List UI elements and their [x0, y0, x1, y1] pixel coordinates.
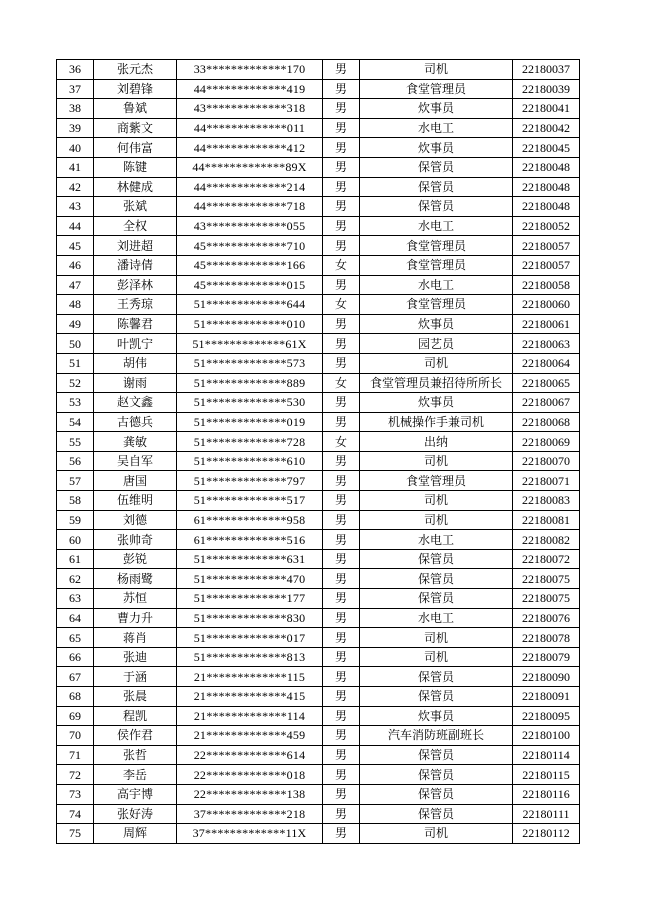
exam-number-cell: 22180061: [513, 314, 580, 334]
id-number-cell: 45*************015: [177, 275, 323, 295]
position-cell: 保管员: [360, 589, 513, 609]
exam-number-cell: 22180065: [513, 373, 580, 393]
id-number-cell: 51*************813: [177, 647, 323, 667]
table-row: [57, 216, 580, 236]
gender-cell: 男: [323, 197, 360, 217]
row-number: 49: [57, 314, 94, 334]
id-number-cell: 51*************889: [177, 373, 323, 393]
exam-number-cell: 22180042: [513, 118, 580, 138]
gender-cell: 男: [323, 745, 360, 765]
id-number-cell: 44*************412: [177, 138, 323, 158]
id-number-cell: 45*************166: [177, 255, 323, 275]
table-row: [57, 177, 580, 197]
gender-cell: 男: [323, 589, 360, 609]
name-cell: 张哲: [94, 745, 177, 765]
position-cell: 食堂管理员: [360, 236, 513, 256]
name-cell: 潘诗倩: [94, 255, 177, 275]
exam-number-cell: 22180091: [513, 687, 580, 707]
position-cell: 炊事员: [360, 99, 513, 119]
gender-cell: 男: [323, 608, 360, 628]
gender-cell: 男: [323, 706, 360, 726]
exam-number-cell: 22180037: [513, 60, 580, 80]
table-row: [57, 549, 580, 569]
id-number-cell: 51*************610: [177, 451, 323, 471]
gender-cell: 男: [323, 177, 360, 197]
position-cell: 保管员: [360, 784, 513, 804]
id-number-cell: 51*************019: [177, 412, 323, 432]
row-number: 69: [57, 706, 94, 726]
position-cell: 保管员: [360, 765, 513, 785]
exam-number-cell: 22180064: [513, 353, 580, 373]
name-cell: 何伟富: [94, 138, 177, 158]
id-number-cell: 51*************728: [177, 432, 323, 452]
id-number-cell: 37*************218: [177, 804, 323, 824]
name-cell: 吴自军: [94, 451, 177, 471]
position-cell: 司机: [360, 628, 513, 648]
position-cell: 食堂管理员兼招待所所长: [360, 373, 513, 393]
table-row: [57, 589, 580, 609]
id-number-cell: 22*************614: [177, 745, 323, 765]
gender-cell: 男: [323, 138, 360, 158]
row-number: 63: [57, 589, 94, 609]
name-cell: 张元杰: [94, 60, 177, 80]
name-cell: 周辉: [94, 824, 177, 844]
position-cell: 炊事员: [360, 706, 513, 726]
name-cell: 程凯: [94, 706, 177, 726]
id-number-cell: 61*************516: [177, 530, 323, 550]
table-row: [57, 197, 580, 217]
roster-body: [57, 60, 580, 844]
name-cell: 王秀琼: [94, 295, 177, 315]
position-cell: 保管员: [360, 569, 513, 589]
table-row: [57, 471, 580, 491]
table-row: [57, 687, 580, 707]
table-row: [57, 608, 580, 628]
id-number-cell: 51*************517: [177, 491, 323, 511]
exam-number-cell: 22180095: [513, 706, 580, 726]
position-cell: 保管员: [360, 745, 513, 765]
exam-number-cell: 22180045: [513, 138, 580, 158]
position-cell: 保管员: [360, 667, 513, 687]
position-cell: 食堂管理员: [360, 79, 513, 99]
exam-number-cell: 22180058: [513, 275, 580, 295]
position-cell: 炊事员: [360, 314, 513, 334]
name-cell: 全权: [94, 216, 177, 236]
table-row: [57, 236, 580, 256]
id-number-cell: 44*************214: [177, 177, 323, 197]
name-cell: 陈馨君: [94, 314, 177, 334]
table-row: [57, 99, 580, 119]
id-number-cell: 22*************018: [177, 765, 323, 785]
row-number: 59: [57, 510, 94, 530]
exam-number-cell: 22180068: [513, 412, 580, 432]
table-row: [57, 784, 580, 804]
id-number-cell: 21*************459: [177, 726, 323, 746]
position-cell: 司机: [360, 824, 513, 844]
row-number: 65: [57, 628, 94, 648]
name-cell: 鲁斌: [94, 99, 177, 119]
table-row: [57, 647, 580, 667]
exam-number-cell: 22180090: [513, 667, 580, 687]
name-cell: 曹力升: [94, 608, 177, 628]
exam-number-cell: 22180070: [513, 451, 580, 471]
id-number-cell: 51*************470: [177, 569, 323, 589]
id-number-cell: 51*************177: [177, 589, 323, 609]
name-cell: 伍维明: [94, 491, 177, 511]
table-row: [57, 667, 580, 687]
table-row: [57, 628, 580, 648]
exam-number-cell: 22180082: [513, 530, 580, 550]
table-row: [57, 804, 580, 824]
position-cell: 司机: [360, 491, 513, 511]
position-cell: 保管员: [360, 804, 513, 824]
gender-cell: 男: [323, 393, 360, 413]
row-number: 64: [57, 608, 94, 628]
id-number-cell: 22*************138: [177, 784, 323, 804]
gender-cell: 男: [323, 60, 360, 80]
exam-number-cell: 22180116: [513, 784, 580, 804]
position-cell: 保管员: [360, 177, 513, 197]
id-number-cell: 51*************010: [177, 314, 323, 334]
name-cell: 蒋肖: [94, 628, 177, 648]
id-number-cell: 51*************644: [177, 295, 323, 315]
position-cell: 保管员: [360, 197, 513, 217]
name-cell: 陈键: [94, 157, 177, 177]
id-number-cell: 44*************419: [177, 79, 323, 99]
gender-cell: 男: [323, 647, 360, 667]
row-number: 48: [57, 295, 94, 315]
table-row: [57, 353, 580, 373]
name-cell: 张斌: [94, 197, 177, 217]
name-cell: 刘德: [94, 510, 177, 530]
id-number-cell: 51*************830: [177, 608, 323, 628]
position-cell: 水电工: [360, 118, 513, 138]
id-number-cell: 51*************017: [177, 628, 323, 648]
position-cell: 司机: [360, 60, 513, 80]
row-number: 50: [57, 334, 94, 354]
position-cell: 食堂管理员: [360, 255, 513, 275]
table-row: [57, 334, 580, 354]
id-number-cell: 21*************115: [177, 667, 323, 687]
gender-cell: 男: [323, 784, 360, 804]
name-cell: 唐国: [94, 471, 177, 491]
table-row: [57, 491, 580, 511]
gender-cell: 男: [323, 353, 360, 373]
exam-number-cell: 22180052: [513, 216, 580, 236]
exam-number-cell: 22180079: [513, 647, 580, 667]
gender-cell: 女: [323, 432, 360, 452]
name-cell: 古德兵: [94, 412, 177, 432]
table-row: [57, 530, 580, 550]
row-number: 68: [57, 687, 94, 707]
position-cell: 炊事员: [360, 138, 513, 158]
position-cell: 司机: [360, 510, 513, 530]
name-cell: 商紫文: [94, 118, 177, 138]
name-cell: 张晨: [94, 687, 177, 707]
exam-number-cell: 22180112: [513, 824, 580, 844]
exam-number-cell: 22180100: [513, 726, 580, 746]
id-number-cell: 44*************89X: [177, 157, 323, 177]
gender-cell: 男: [323, 726, 360, 746]
id-number-cell: 21*************114: [177, 706, 323, 726]
table-row: [57, 295, 580, 315]
id-number-cell: 51*************530: [177, 393, 323, 413]
id-number-cell: 44*************011: [177, 118, 323, 138]
name-cell: 谢雨: [94, 373, 177, 393]
row-number: 38: [57, 99, 94, 119]
exam-number-cell: 22180075: [513, 569, 580, 589]
id-number-cell: 61*************958: [177, 510, 323, 530]
name-cell: 胡伟: [94, 353, 177, 373]
row-number: 52: [57, 373, 94, 393]
exam-number-cell: 22180081: [513, 510, 580, 530]
position-cell: 保管员: [360, 157, 513, 177]
name-cell: 龚敏: [94, 432, 177, 452]
exam-number-cell: 22180078: [513, 628, 580, 648]
gender-cell: 男: [323, 765, 360, 785]
position-cell: 出纳: [360, 432, 513, 452]
exam-number-cell: 22180039: [513, 79, 580, 99]
exam-number-cell: 22180057: [513, 236, 580, 256]
row-number: 41: [57, 157, 94, 177]
exam-number-cell: 22180057: [513, 255, 580, 275]
row-number: 74: [57, 804, 94, 824]
name-cell: 刘碧锋: [94, 79, 177, 99]
exam-number-cell: 22180072: [513, 549, 580, 569]
row-number: 51: [57, 353, 94, 373]
table-row: [57, 157, 580, 177]
gender-cell: 男: [323, 334, 360, 354]
row-number: 71: [57, 745, 94, 765]
position-cell: 园艺员: [360, 334, 513, 354]
id-number-cell: 21*************415: [177, 687, 323, 707]
row-number: 67: [57, 667, 94, 687]
id-number-cell: 43*************055: [177, 216, 323, 236]
id-number-cell: 51*************631: [177, 549, 323, 569]
table-row: [57, 314, 580, 334]
position-cell: 食堂管理员: [360, 295, 513, 315]
table-row: [57, 824, 580, 844]
row-number: 75: [57, 824, 94, 844]
exam-number-cell: 22180069: [513, 432, 580, 452]
gender-cell: 男: [323, 275, 360, 295]
gender-cell: 女: [323, 255, 360, 275]
position-cell: 机械操作手兼司机: [360, 412, 513, 432]
gender-cell: 男: [323, 549, 360, 569]
gender-cell: 男: [323, 687, 360, 707]
position-cell: 保管员: [360, 549, 513, 569]
row-number: 42: [57, 177, 94, 197]
gender-cell: 男: [323, 667, 360, 687]
id-number-cell: 37*************11X: [177, 824, 323, 844]
table-row: [57, 510, 580, 530]
gender-cell: 男: [323, 804, 360, 824]
gender-cell: 男: [323, 412, 360, 432]
name-cell: 高宇博: [94, 784, 177, 804]
gender-cell: 男: [323, 471, 360, 491]
row-number: 61: [57, 549, 94, 569]
gender-cell: 男: [323, 118, 360, 138]
gender-cell: 男: [323, 216, 360, 236]
name-cell: 于涵: [94, 667, 177, 687]
table-row: [57, 60, 580, 80]
exam-number-cell: 22180048: [513, 177, 580, 197]
exam-number-cell: 22180114: [513, 745, 580, 765]
name-cell: 叶凯宁: [94, 334, 177, 354]
name-cell: 彭泽林: [94, 275, 177, 295]
row-number: 56: [57, 451, 94, 471]
exam-number-cell: 22180063: [513, 334, 580, 354]
gender-cell: 男: [323, 824, 360, 844]
position-cell: 保管员: [360, 687, 513, 707]
id-number-cell: 51*************61X: [177, 334, 323, 354]
name-cell: 刘进超: [94, 236, 177, 256]
table-row: [57, 118, 580, 138]
row-number: 39: [57, 118, 94, 138]
table-row: [57, 726, 580, 746]
position-cell: 水电工: [360, 608, 513, 628]
position-cell: 水电工: [360, 530, 513, 550]
exam-number-cell: 22180083: [513, 491, 580, 511]
gender-cell: 男: [323, 236, 360, 256]
position-cell: 司机: [360, 451, 513, 471]
row-number: 70: [57, 726, 94, 746]
row-number: 73: [57, 784, 94, 804]
table-row: [57, 138, 580, 158]
table-row: [57, 765, 580, 785]
name-cell: 杨雨鹭: [94, 569, 177, 589]
id-number-cell: 45*************710: [177, 236, 323, 256]
exam-number-cell: 22180076: [513, 608, 580, 628]
exam-number-cell: 22180115: [513, 765, 580, 785]
row-number: 62: [57, 569, 94, 589]
id-number-cell: 33*************170: [177, 60, 323, 80]
gender-cell: 男: [323, 314, 360, 334]
name-cell: 张迪: [94, 647, 177, 667]
row-number: 37: [57, 79, 94, 99]
name-cell: 张好涛: [94, 804, 177, 824]
table-row: [57, 569, 580, 589]
position-cell: 司机: [360, 647, 513, 667]
position-cell: 司机: [360, 353, 513, 373]
row-number: 40: [57, 138, 94, 158]
exam-number-cell: 22180067: [513, 393, 580, 413]
position-cell: 食堂管理员: [360, 471, 513, 491]
gender-cell: 男: [323, 157, 360, 177]
row-number: 72: [57, 765, 94, 785]
gender-cell: 男: [323, 628, 360, 648]
gender-cell: 男: [323, 99, 360, 119]
table-row: [57, 432, 580, 452]
position-cell: 炊事员: [360, 393, 513, 413]
table-row: [57, 393, 580, 413]
gender-cell: 男: [323, 530, 360, 550]
exam-number-cell: 22180048: [513, 157, 580, 177]
exam-number-cell: 22180075: [513, 589, 580, 609]
exam-number-cell: 22180048: [513, 197, 580, 217]
name-cell: 侯作君: [94, 726, 177, 746]
row-number: 58: [57, 491, 94, 511]
table-row: [57, 79, 580, 99]
row-number: 57: [57, 471, 94, 491]
exam-number-cell: 22180060: [513, 295, 580, 315]
name-cell: 李岳: [94, 765, 177, 785]
row-number: 43: [57, 197, 94, 217]
table-row: [57, 373, 580, 393]
exam-number-cell: 22180071: [513, 471, 580, 491]
row-number: 45: [57, 236, 94, 256]
row-number: 60: [57, 530, 94, 550]
roster-table: [56, 59, 580, 844]
position-cell: 汽车消防班副班长: [360, 726, 513, 746]
table-row: [57, 706, 580, 726]
gender-cell: 男: [323, 510, 360, 530]
gender-cell: 男: [323, 569, 360, 589]
table-row: [57, 745, 580, 765]
name-cell: 彭锐: [94, 549, 177, 569]
position-cell: 水电工: [360, 216, 513, 236]
row-number: 46: [57, 255, 94, 275]
exam-number-cell: 22180111: [513, 804, 580, 824]
id-number-cell: 44*************718: [177, 197, 323, 217]
name-cell: 张帅奇: [94, 530, 177, 550]
exam-number-cell: 22180041: [513, 99, 580, 119]
row-number: 54: [57, 412, 94, 432]
row-number: 66: [57, 647, 94, 667]
row-number: 55: [57, 432, 94, 452]
table-row: [57, 412, 580, 432]
row-number: 53: [57, 393, 94, 413]
id-number-cell: 51*************573: [177, 353, 323, 373]
name-cell: 赵文鑫: [94, 393, 177, 413]
gender-cell: 男: [323, 79, 360, 99]
row-number: 47: [57, 275, 94, 295]
gender-cell: 女: [323, 373, 360, 393]
gender-cell: 女: [323, 295, 360, 315]
row-number: 36: [57, 60, 94, 80]
table-row: [57, 255, 580, 275]
name-cell: 林健成: [94, 177, 177, 197]
gender-cell: 男: [323, 451, 360, 471]
gender-cell: 男: [323, 491, 360, 511]
position-cell: 水电工: [360, 275, 513, 295]
row-number: 44: [57, 216, 94, 236]
table-row: [57, 451, 580, 471]
table-row: [57, 275, 580, 295]
id-number-cell: 43*************318: [177, 99, 323, 119]
name-cell: 苏恒: [94, 589, 177, 609]
id-number-cell: 51*************797: [177, 471, 323, 491]
